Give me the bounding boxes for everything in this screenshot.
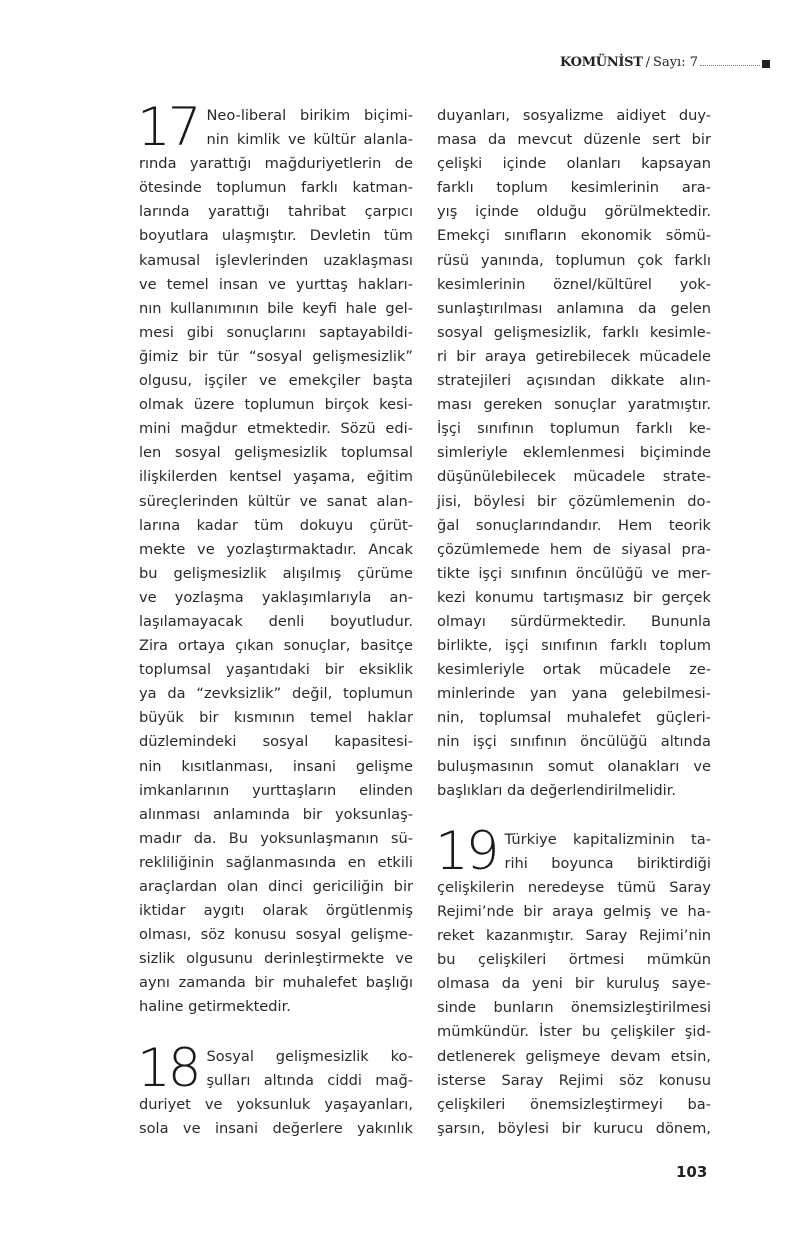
issue-number: Sayı: 7 bbox=[653, 54, 698, 70]
text-line: madır da. Bu yoksunlaşmanın sü- bbox=[139, 829, 413, 847]
text-line: çelişkileri önemsizleştirmeyi ba- bbox=[437, 1095, 711, 1113]
text-line: rihi boyunca biriktirdiği bbox=[504, 854, 711, 872]
text-line: Türkiye kapitalizminin ta- bbox=[504, 830, 711, 848]
text-line: çelişki içinde olanları kapsayan bbox=[437, 155, 711, 173]
text-line: duyanları, sosyalizme aidiyet duy- bbox=[437, 107, 711, 124]
text-line: ya da “zevksizlik” değil, toplumun bbox=[139, 685, 413, 703]
text-line: stratejileri açısından dikkate alın- bbox=[437, 372, 711, 390]
dotted-leader bbox=[700, 64, 760, 66]
paragraph-number: 17 bbox=[137, 97, 199, 158]
left-column bbox=[137, 97, 413, 1166]
text-line: ri bir araya getirebilecek mücadele bbox=[437, 347, 711, 365]
text-line: simleriyle eklemlenmesi biçiminde bbox=[437, 444, 711, 462]
text-line: olması, söz konusu sosyal gelişme- bbox=[139, 926, 413, 944]
text-line: şarsın, böylesi bir kurucu dönem, bbox=[437, 1119, 711, 1137]
page-number: 103 bbox=[676, 1163, 708, 1181]
text-line: Neo-liberal birikim biçimi- bbox=[206, 107, 413, 124]
text-line: bu gelişmesizlik alışılmış çürüme bbox=[139, 564, 413, 582]
text-line: süreçlerinden kültür ve sanat alan- bbox=[139, 492, 413, 510]
paragraph-number: 18 bbox=[137, 1037, 199, 1099]
square-marker-icon bbox=[762, 60, 770, 68]
publication-name: KOMÜNİST bbox=[560, 54, 643, 70]
text-line: rında yarattığı mağduriyetlerin de bbox=[139, 155, 413, 173]
text-line: sosyal gelişmesizlik, farklı kesimle- bbox=[437, 323, 711, 341]
text-line: nin kısıtlanması, insani gelişme bbox=[139, 757, 413, 775]
text-line: ğimiz bir tür “sosyal gelişmesizlik” bbox=[139, 347, 413, 365]
text-line: ması gereken sonuçlar yaratmıştır. bbox=[437, 396, 711, 414]
text-line: alınması anlamında bir yoksunlaş- bbox=[139, 805, 413, 823]
text-line: bu çelişkileri örtmesi mümkün bbox=[437, 951, 711, 969]
text-line: Emekçi sınıfların ekonomik sömü- bbox=[437, 227, 711, 245]
text-line: mümkündür. İster bu çelişkiler şid- bbox=[437, 1023, 711, 1041]
text-line: nın kullanımının bile keyfi hale gel- bbox=[139, 299, 413, 317]
text-line: larına kadar tüm dokuyu çürüt- bbox=[139, 516, 413, 534]
text-line: detlenerek gelişmeye devam etsin, bbox=[437, 1047, 711, 1065]
text-line: aynı zamanda bir muhalefet başlığı bbox=[139, 974, 413, 992]
text-line: rekliliğinin sağlanmasında en etkili bbox=[139, 853, 413, 871]
text-line: masa da mevcut düzenle sert bir bbox=[437, 131, 711, 149]
text-line: nin işçi sınıfının öncülüğü altında bbox=[437, 733, 711, 751]
text-line: ilişkilerden kentsel yaşama, eğitim bbox=[139, 468, 413, 486]
text-line: laşılamayacak denli boyutludur. bbox=[139, 612, 413, 630]
paragraph bbox=[137, 97, 413, 1020]
text-line: toplumsal yaşantıdaki bir eksiklik bbox=[139, 661, 413, 679]
text-line: tikte işçi sınıfının öncülüğü ve mer- bbox=[437, 564, 711, 582]
text-line: Sosyal gelişmesizlik ko- bbox=[206, 1047, 413, 1065]
text-line: mini mağdur etmektedir. Sözü edi- bbox=[139, 420, 413, 438]
text-line: len sosyal gelişmesizlik toplumsal bbox=[139, 444, 413, 462]
text-line: düşünülebilecek mücadele strate- bbox=[437, 468, 711, 486]
text-line: buluşmasının somut olanakları ve bbox=[437, 757, 711, 775]
text-line: sunlaştırılması anlamına da gelen bbox=[437, 299, 711, 317]
text-line: mekte ve yozlaştırmaktadır. Ancak bbox=[139, 540, 413, 558]
text-line: çelişkilerin neredeyse tümü Saray bbox=[437, 878, 711, 896]
text-line: larında yarattığı tahribat çarpıcı bbox=[139, 203, 413, 221]
text-line: kezi konumu tartışmasız bir gerçek bbox=[437, 588, 711, 606]
text-line: çözümlemede hem de siyasal pra- bbox=[437, 540, 711, 558]
text-line: sinde bunların önemsizleştirilmesi bbox=[437, 999, 711, 1017]
text-line: olmak üzere toplumun birçok kesi- bbox=[139, 396, 413, 414]
text-line: Zira ortaya çıkan sonuçlar, basitçe bbox=[139, 637, 413, 655]
text-line: başlıkları da değerlendirilmelidir. bbox=[437, 781, 677, 799]
text-line: kesimleriyle ortak mücadele ze- bbox=[437, 661, 711, 679]
text-line: imkanlarının yurttaşların elinden bbox=[139, 781, 413, 799]
text-line: boyutlara ulaşmıştır. Devletin tüm bbox=[139, 227, 413, 245]
text-line: farklı toplum kesimlerinin ara- bbox=[437, 179, 711, 197]
text-line: haline getirmektedir. bbox=[139, 998, 291, 1016]
text-line: olmasa da yeni bir kuruluş saye- bbox=[437, 975, 711, 993]
text-line: düzlemindeki sosyal kapasitesi- bbox=[139, 733, 413, 751]
text-line: İşçi sınıfının toplumun farklı ke- bbox=[437, 420, 711, 438]
text-line: büyük bir kısmının temel haklar bbox=[139, 709, 413, 727]
text-line: sizlik olgusunu derinleştirmekte ve bbox=[139, 950, 413, 968]
text-line: ğal sonuçlarındandır. Hem teorik bbox=[437, 516, 711, 534]
text-line: minlerinde yan yana gelebilmesi- bbox=[437, 685, 711, 703]
text-line: rüsü yanında, toplumun çok farklı bbox=[437, 251, 711, 269]
text-line: ve temel insan ve yurttaş hakları- bbox=[139, 275, 413, 293]
right-column bbox=[437, 104, 711, 1166]
text-line: duriyet ve yoksunluk yaşayanları, bbox=[139, 1095, 413, 1113]
text-line: ötesinde toplumun farklı katman- bbox=[139, 179, 413, 197]
text-line: sola ve insani değerlere yakınlık bbox=[139, 1119, 413, 1137]
text-line: mesi gibi sonuçlarını saptayabildi- bbox=[139, 323, 413, 341]
text-line: ve yozlaşma yaklaşımlarıyla an- bbox=[139, 588, 413, 606]
text-line: birlikte, işçi sınıfının farklı toplum bbox=[437, 637, 711, 655]
paragraph bbox=[435, 820, 711, 1141]
text-line: iktidar aygıtı olarak örgütlenmiş bbox=[139, 902, 413, 920]
text-line: nin kimlik ve kültür alanla- bbox=[206, 131, 413, 149]
text-line: reket kazanmıştır. Saray Rejimi’nin bbox=[437, 927, 711, 945]
text-line: olgusu, işçiler ve emekçiler başta bbox=[139, 372, 413, 390]
text-line: kesimlerinin öznel/kültürel yok- bbox=[437, 275, 711, 293]
text-line: nin, toplumsal muhalefet güçleri- bbox=[437, 709, 711, 727]
text-line: olmayı sürdürmektedir. Bununla bbox=[437, 612, 711, 630]
text-line: şulları altında ciddi mağ- bbox=[206, 1071, 413, 1089]
text-line: yış içinde olduğu görülmektedir. bbox=[437, 203, 711, 221]
text-line: araçlardan olan dinci gericiliğin bir bbox=[139, 878, 413, 895]
text-line: isterse Saray Rejimi söz konusu bbox=[437, 1071, 711, 1089]
header-separator: / bbox=[645, 54, 651, 70]
text-line: jisi, böylesi bir çözümlemenin do- bbox=[437, 492, 711, 510]
text-line: kamusal işlevlerinden uzaklaşması bbox=[139, 251, 413, 269]
paragraph bbox=[437, 104, 711, 803]
text-line: Rejimi’nde bir araya gelmiş ve ha- bbox=[437, 903, 711, 920]
paragraph bbox=[137, 1037, 413, 1141]
paragraph-number: 19 bbox=[435, 820, 497, 882]
running-header bbox=[520, 50, 770, 74]
